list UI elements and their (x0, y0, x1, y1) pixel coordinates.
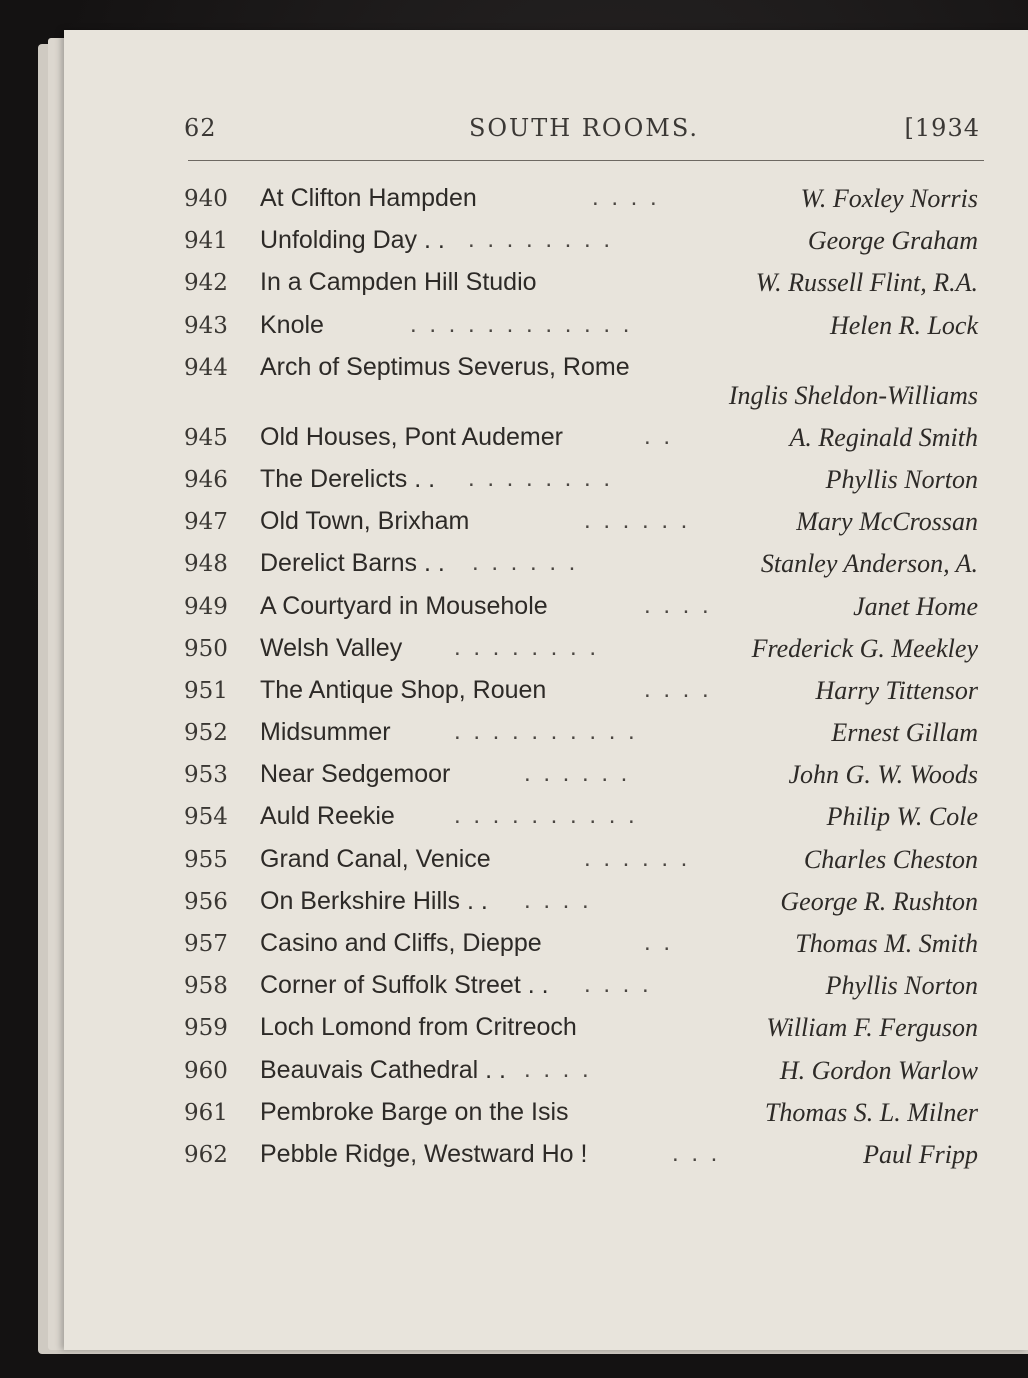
entry-number: 956 (184, 888, 228, 915)
entry-title: At Clifton Hampden (260, 184, 477, 212)
catalogue-entry (184, 921, 984, 963)
entry-title: Beauvais Cathedral . . (260, 1055, 506, 1084)
entry-leader-dots: . . . . . . . . . . . . (410, 310, 633, 338)
entry-number: 961 (184, 1099, 228, 1126)
entry-leader-dots: . . . . . . (584, 507, 691, 535)
catalogue-entry (184, 499, 984, 541)
catalogue-entry (184, 541, 984, 583)
catalogue-entry (184, 176, 984, 218)
catalogue-entry (184, 457, 984, 499)
catalogue-entry (184, 1005, 984, 1047)
entry-number: 941 (184, 228, 228, 255)
entry-number: 942 (184, 270, 228, 297)
entry-title: Near Sedgemoor (260, 760, 451, 789)
entry-number: 943 (184, 312, 228, 339)
entry-leader-dots: . . (644, 929, 674, 956)
entry-title: Midsummer (260, 718, 391, 747)
entry-title: The Derelicts . . (260, 464, 436, 493)
catalogue-list (184, 176, 984, 1174)
entry-title: Grand Canal, Venice (260, 844, 491, 873)
entry-title: Arch of Septimus Severus, Rome (260, 352, 630, 381)
entry-artist: Inglis Sheldon-Williams (728, 380, 978, 410)
entry-title: A Courtyard in Mousehole (260, 591, 548, 620)
catalogue-entry (184, 1048, 984, 1090)
entry-artist: Helen R. Lock (829, 310, 978, 340)
entry-artist: Philip W. Cole (826, 802, 978, 832)
entry-leader-dots: . . . . (644, 591, 712, 619)
entry-title: Corner of Suffolk Street . . (260, 971, 549, 1000)
entry-artist: Charles Cheston (803, 844, 978, 874)
entry-leader-dots: . . . . (584, 971, 652, 999)
catalogue-entry (184, 752, 984, 794)
entry-artist: W. Foxley Norris (800, 184, 978, 213)
entry-artist: Stanley Anderson, A. (760, 549, 978, 579)
entry-number: 950 (184, 635, 228, 662)
entry-artist: Paul Fripp (863, 1139, 978, 1169)
entry-leader-dots: . . . . (524, 1055, 592, 1083)
entry-title: The Antique Shop, Rouen (260, 675, 547, 704)
catalogue-entry (184, 1132, 984, 1174)
entry-number: 959 (184, 1015, 228, 1042)
entry-number: 953 (184, 762, 228, 789)
catalogue-entry (184, 668, 984, 710)
entry-leader-dots: . . . . . . . . (454, 633, 600, 661)
entry-artist: Frederick G. Meekley (751, 633, 978, 663)
entry-artist: Thomas M. Smith (795, 929, 978, 958)
entry-title: Old Town, Brixham (260, 507, 470, 536)
entry-number: 954 (184, 804, 228, 831)
catalogue-entry (184, 260, 984, 302)
entry-artist: Phyllis Norton (825, 464, 978, 494)
entry-artist: George Graham (807, 226, 978, 256)
entry-leader-dots: . . . . . . (524, 760, 631, 788)
entry-leader-dots: . . . . (592, 184, 660, 211)
entry-artist: Phyllis Norton (825, 971, 978, 1001)
entry-number: 947 (184, 509, 228, 536)
entry-number: 955 (184, 846, 228, 873)
entry-title: Auld Reekie (260, 802, 395, 831)
entry-title: Knole (260, 310, 324, 339)
entry-number: 945 (184, 424, 228, 451)
entry-leader-dots: . . . . . . . . (468, 464, 614, 492)
catalogue-entry (184, 710, 984, 752)
entry-artist: Janet Home (853, 591, 978, 621)
entry-leader-dots: . . . . (524, 886, 592, 914)
entry-artist: George R. Rushton (780, 886, 978, 916)
catalogue-entry (184, 1090, 984, 1132)
entry-artist: Mary McCrossan (796, 507, 978, 537)
catalogue-entry (184, 345, 984, 415)
catalogue-entry (184, 794, 984, 836)
entry-number: 957 (184, 931, 228, 957)
entry-title: Old Houses, Pont Audemer (260, 422, 563, 451)
entry-number: 962 (184, 1141, 228, 1168)
page-number: 62 (184, 114, 217, 142)
catalogue-entry (184, 879, 984, 921)
entry-number: 960 (184, 1057, 228, 1084)
entry-number: 949 (184, 593, 228, 620)
entry-title: Welsh Valley (260, 633, 403, 662)
year-label: [1934 (904, 114, 980, 142)
entry-leader-dots: . . . . . . (472, 549, 579, 577)
catalogue-entry (184, 626, 984, 668)
entry-artist: Ernest Gillam (831, 718, 978, 748)
entry-leader-dots: . . . . . . (584, 844, 691, 872)
header-rule (188, 160, 984, 161)
entry-title: On Berkshire Hills . . (260, 886, 488, 915)
entry-title: Casino and Cliffs, Dieppe (260, 929, 542, 957)
entry-title: Unfolding Day . . (260, 226, 445, 255)
entry-artist: John G. W. Woods (788, 760, 978, 790)
entry-number: 948 (184, 551, 228, 578)
entry-artist: A. Reginald Smith (789, 422, 978, 452)
entry-artist: Thomas S. L. Milner (764, 1097, 978, 1127)
entry-title: Loch Lomond from Critreoch (260, 1013, 577, 1042)
entry-title: In a Campden Hill Studio (260, 268, 537, 297)
catalogue-entry (184, 218, 984, 260)
section-title: SOUTH ROOMS. (468, 114, 700, 142)
entry-artist: H. Gordon Warlow (779, 1055, 978, 1085)
entry-number: 952 (184, 720, 228, 747)
entry-leader-dots: . . . (672, 1139, 721, 1167)
entry-number: 944 (184, 354, 228, 381)
entry-artist: William F. Ferguson (766, 1013, 978, 1043)
entry-number: 940 (184, 186, 228, 212)
catalogue-entry (184, 415, 984, 457)
running-header (184, 110, 984, 150)
entry-leader-dots: . . . . . . . . (468, 226, 614, 254)
entry-number: 951 (184, 677, 228, 704)
entry-leader-dots: . . . . (644, 675, 712, 703)
entry-artist: W. Russell Flint, R.A. (755, 268, 978, 298)
catalogue-entry (184, 303, 984, 345)
entry-number: 946 (184, 466, 228, 493)
entry-artist: Harry Tittensor (815, 675, 978, 705)
entry-leader-dots: . . . . . . . . . . (454, 718, 638, 746)
entry-title: Pembroke Barge on the Isis (260, 1097, 569, 1126)
entry-title: Pebble Ridge, Westward Ho ! (260, 1139, 588, 1168)
catalogue-entry (184, 584, 984, 626)
entry-title: Derelict Barns . . (260, 549, 445, 578)
entry-number: 958 (184, 973, 228, 1000)
catalogue-entry (184, 837, 984, 879)
entry-leader-dots: . . (644, 422, 674, 450)
entry-leader-dots: . . . . . . . . . . (454, 802, 638, 830)
catalogue-entry (184, 963, 984, 1005)
